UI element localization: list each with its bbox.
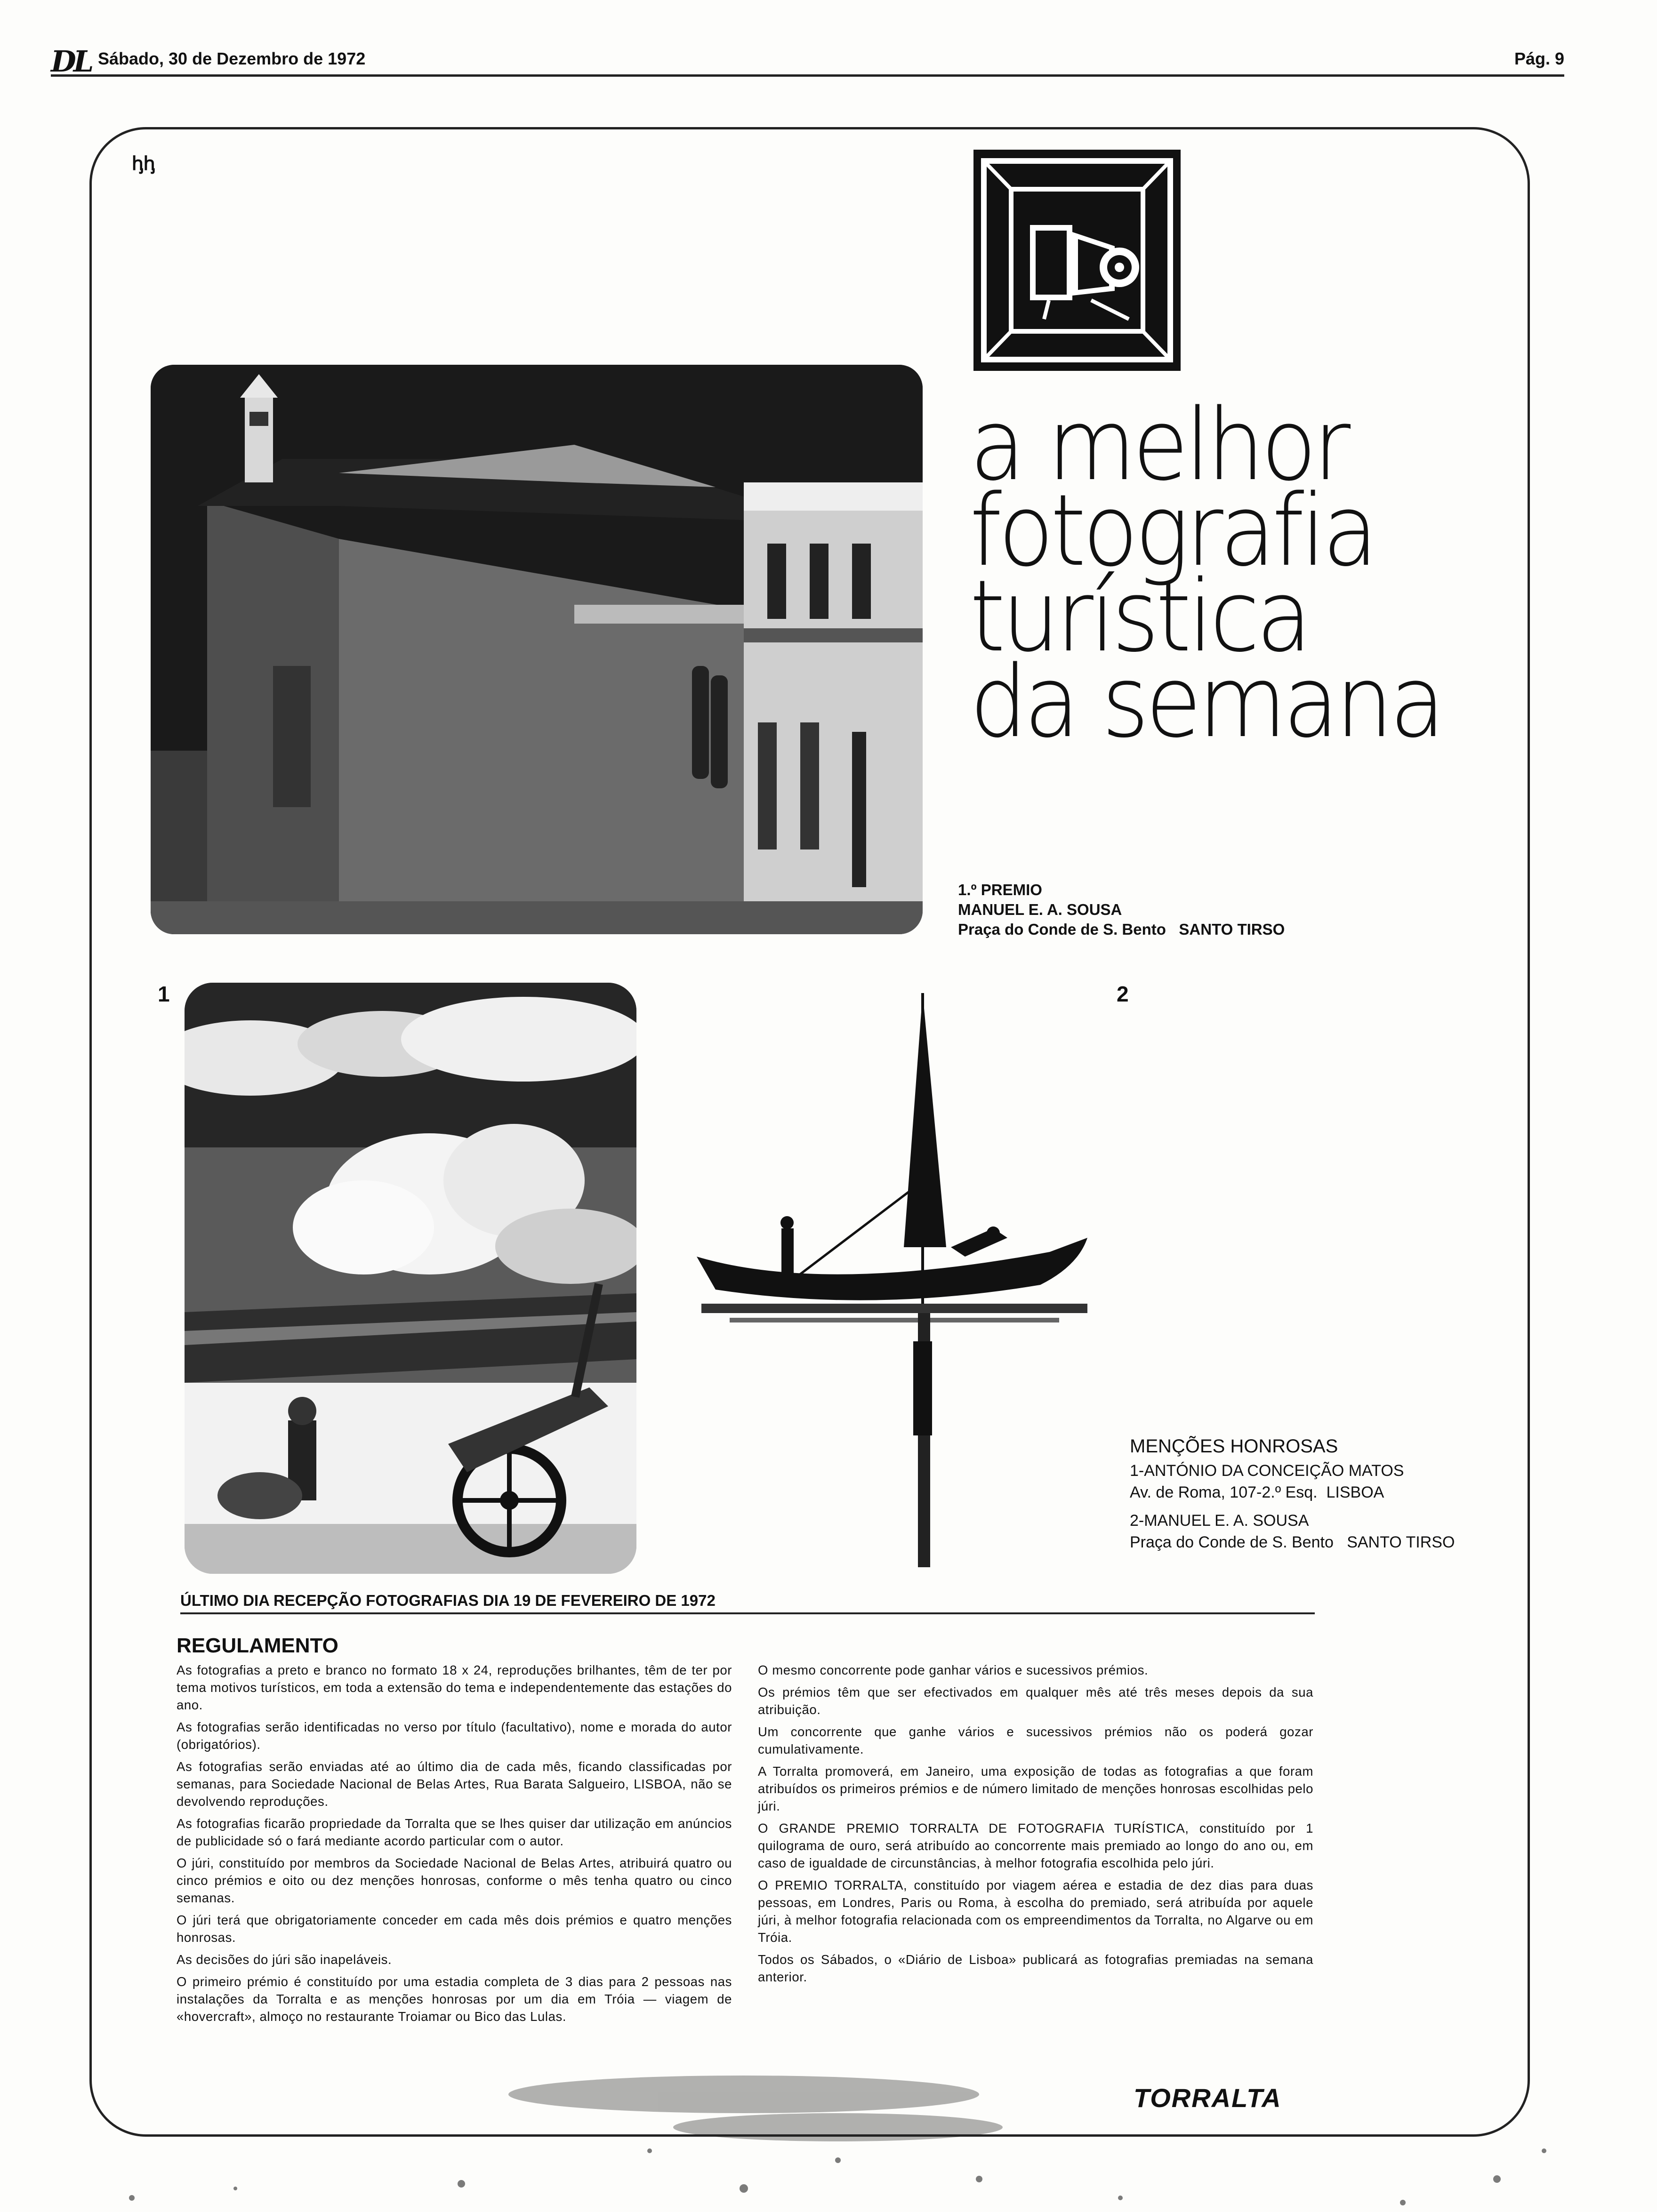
- regulation-paragraph: O PREMIO TORRALTA, constituído por viagem aérea e estadia de dez dias para duas pessoas, em Londres, Paris ou Roma, à escolha do premiado, será atribuída por aquele júri, à melhor fotografia relacionada com os empreendimentos da Torralta, no Algarve ou em Tróia.: [758, 1878, 1313, 1945]
- headline-line: a melhor: [970, 387, 1347, 503]
- page-number: Pág. 9: [1514, 49, 1564, 68]
- headline-line: da semana: [970, 644, 1442, 760]
- masthead-date: Sábado, 30 de Dezembro de 1972: [98, 49, 366, 68]
- deadline-notice: ÚLTIMO DIA RECEPÇÃO FOTOGRAFIAS DIA 19 DE FEVEREIRO DE 1972: [180, 1592, 1315, 1614]
- regulation-column-left: [177, 1661, 732, 2030]
- mention-1-address: Av. de Roma, 107-2.º Esq. LISBOA: [1130, 1483, 1384, 1501]
- honorable-mentions: [1130, 1435, 1455, 1553]
- mention-2-name: 2-MANUEL E. A. SOUSA: [1130, 1512, 1309, 1530]
- headline-line: fotografia: [970, 473, 1375, 588]
- first-prize-block: [958, 880, 1285, 939]
- torralta-brand-logo: TORRALTA: [1134, 2083, 1282, 2113]
- regulation-paragraph: Um concorrente que ganhe vários e sucessivos prémios não os poderá gozar cumulativamente.: [758, 1724, 1313, 1756]
- winning-photo-building: [151, 365, 923, 934]
- regulation-title: REGULAMENTO: [177, 1634, 338, 1657]
- honorable-photo-cart: [185, 983, 636, 1574]
- regulation-paragraph: O júri terá que obrigatoriamente conceder em cada mês dois prémios e quatro menções honrosas.: [177, 1913, 732, 1945]
- regulation-paragraph: A Torralta promoverá, em Janeiro, uma exposição de todas as fotografias a que foram atribuídos os primeiros prémios e de número limitado de menções honrosas escolhidas pelo júri.: [758, 1764, 1313, 1813]
- regulation-paragraph: As decisões do júri são inapeláveis.: [177, 1952, 392, 1967]
- prize-title: 1.º PREMIO: [958, 881, 1042, 898]
- mentions-title: MENÇÕES HONROSAS: [1130, 1436, 1338, 1457]
- mention-2-address: Praça do Conde de S. Bento SANTO TIRSO: [1130, 1533, 1455, 1551]
- regulation-column-right: [758, 1661, 1313, 1990]
- regulation-paragraph: O primeiro prémio é constituído por uma estadia completa de 3 dias para 2 pessoas nas instalações da Torralta e as menções honrosas por um dia em Tróia — viagem de «hovercraft», almoço no restaurante Troiamar ou Bico das Lulas.: [177, 1974, 732, 2024]
- regulation-paragraph: As fotografias ficarão propriedade da Torralta que se lhes quiser dar utilização em anúncios de publicidade só o fará mediante acordo particular com o autor.: [177, 1816, 732, 1848]
- regulation-paragraph: O mesmo concorrente pode ganhar vários e sucessivos prémios.: [758, 1663, 1149, 1677]
- regulation-paragraph: As fotografias a preto e branco no formato 18 x 24, reproduções brilhantes, têm de ter por tema motivos turísticos, em toda a extensão do tema e independentemente das estações do ano.: [177, 1663, 732, 1712]
- photo-label-1: 1: [158, 982, 170, 1006]
- mention-1-name: 1-ANTÓNIO DA CONCEIÇÃO MATOS: [1130, 1462, 1404, 1480]
- prize-winner: MANUEL E. A. SOUSA: [958, 901, 1122, 918]
- regulation-paragraph: Todos os Sábados, o «Diário de Lisboa» publicará as fotografias premiadas na semana anterior.: [758, 1952, 1313, 1984]
- camera-logo-icon: [973, 150, 1181, 371]
- prize-address: Praça do Conde de S. Bento SANTO TIRSO: [958, 921, 1285, 938]
- regulation-paragraph: As fotografias serão identificadas no verso por título (facultativo), nome e morada do autor (obrigatórios).: [177, 1720, 732, 1752]
- regulation-paragraph: O GRANDE PREMIO TORRALTA DE FOTOGRAFIA TURÍSTICA, constituído por 1 quilograma de ouro, será atribuído ao concorrente mais premiado ao longo do ano ou, em caso de igualdade de circunstâncias, à melhor fotografia escolhida pelo júri.: [758, 1821, 1313, 1870]
- newspaper-logo: DL: [51, 44, 91, 79]
- headline-line: turística: [970, 559, 1309, 674]
- regulation-paragraph: O júri, constituído por membros da Sociedade Nacional de Belas Artes, atribuirá quatro ou cinco prémios e oito ou dez menções honrosas, conforme o mês tenha quatro ou cinco semanas.: [177, 1856, 732, 1905]
- honorable-photo-boat: [683, 984, 1102, 1572]
- regulation-paragraph: Os prémios têm que ser efectivados em qualquer mês até três meses depois da sua atribuição.: [758, 1685, 1313, 1717]
- headline: [970, 387, 1535, 760]
- print-smudge: [38, 2010, 1591, 2212]
- photo-label-2: 2: [1117, 982, 1129, 1006]
- studio-mark: ꞕꞕ: [132, 152, 155, 175]
- masthead: [51, 44, 1564, 79]
- regulation-paragraph: As fotografias serão enviadas até ao último dia de cada mês, ficando classificadas por semanas, para Sociedade Nacional de Belas Artes, Rua Barata Salgueiro, LISBOA, não se devolvendo reproduções.: [177, 1759, 732, 1809]
